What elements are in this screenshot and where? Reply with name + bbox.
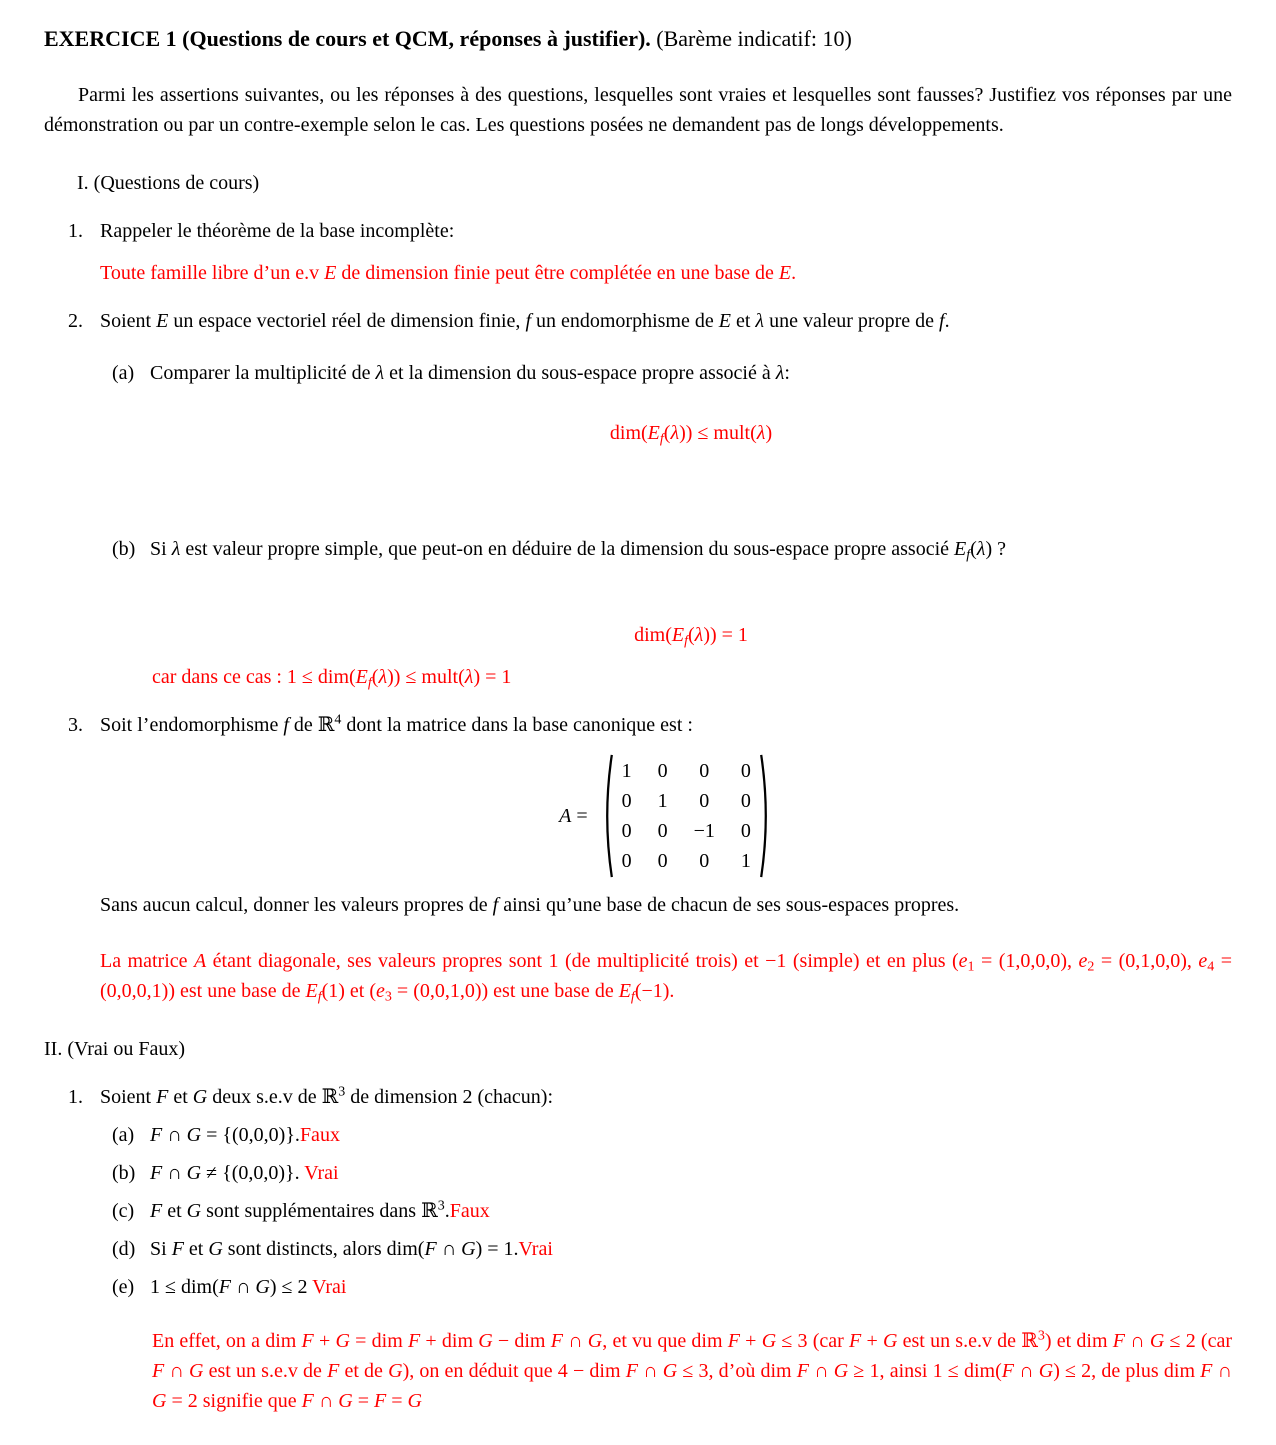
- verdict-badge: Vrai: [312, 1276, 347, 1298]
- tf-item-a: [100, 1120, 1232, 1150]
- matrix-cell: 0: [740, 790, 751, 812]
- matrix-grid: [614, 752, 759, 880]
- section-heading-vrai-ou-faux: II. (Vrai ou Faux): [44, 1038, 185, 1060]
- question-3-text: Soit l’endomorphisme f de ℝ$^4$ dont la matrice dans la base canonique est :: [100, 712, 693, 736]
- matrix-lhs: A =: [559, 805, 588, 827]
- tf-item-b-body: [150, 1158, 1232, 1188]
- matrix-cell: 0: [699, 850, 710, 872]
- tf-statement: F ∩ G = {(0,0,0)}.: [150, 1124, 300, 1146]
- subquestion-2b: [100, 534, 1232, 656]
- tf-item-a-label: (a): [112, 1124, 135, 1146]
- question-1-body: [100, 216, 1232, 288]
- matrix-cell: 0: [657, 850, 668, 872]
- question-1-number: 1.: [68, 220, 83, 242]
- tf-question-1: [44, 1082, 1232, 1416]
- question-2: [44, 306, 1232, 692]
- tf-item-a-body: [150, 1120, 1232, 1150]
- subquestion-2b-text: Si λ est valeur propre simple, que peut-on en déduire de la dimension du sous-espace propre associé $E_f(\lambda)$ ?: [150, 538, 1007, 563]
- matrix-cell: 0: [621, 820, 632, 842]
- subquestion-2a-body: [150, 358, 1232, 512]
- question-2-text: Soient E un espace vectoriel réel de dimension finie, f un endomorphisme de E et λ une valeur propre de f.: [100, 310, 950, 332]
- tf-item-b: [100, 1158, 1232, 1188]
- question-3-followup: Sans aucun calcul, donner les valeurs propres de f ainsi qu’une base de chacun de ses sous-espaces propres.: [100, 894, 960, 916]
- subquestion-2a-text: Comparer la multiplicité de λ et la dimension du sous-espace propre associé à λ:: [150, 362, 790, 384]
- tf-statement: 1 ≤ dim(F ∩ G) ≤ 2: [150, 1276, 313, 1298]
- matrix-cell: 1: [740, 850, 751, 872]
- matrix-cell: 0: [657, 820, 668, 842]
- equation-dim-eq-1: $dim(E_f(\lambda)) = 1$: [634, 624, 748, 649]
- tf-statement: Si F et G sont distincts, alors dim(F ∩ G) = 1.: [150, 1238, 519, 1260]
- tf-statement: F ∩ G ≠ {(0,0,0)}.: [150, 1162, 305, 1184]
- tf-statement: F et G sont supplémentaires dans ℝ$^3$.: [150, 1198, 450, 1222]
- tf-item-e: [100, 1272, 1232, 1302]
- matrix-A: [100, 752, 1232, 880]
- exercise-title-bold: EXERCICE 1 (Questions de cours et QCM, réponses à justifier).: [44, 26, 651, 51]
- exercise-title: [44, 24, 1232, 54]
- tf-item-c: [100, 1196, 1232, 1226]
- answer-1: Toute famille libre d’un e.v E de dimension finie peut être complétée en une base de E.: [100, 262, 797, 284]
- tf-item-d-body: [150, 1234, 1232, 1264]
- equation-dim-leq-mult: $dim(E_f(\lambda))$ ≤ mult(λ): [609, 422, 773, 447]
- matrix-cell: 0: [699, 790, 710, 812]
- section-heading-questions-de-cours: I. (Questions de cours): [77, 172, 260, 194]
- question-2-body: [100, 306, 1232, 692]
- verdict-badge: Faux: [299, 1124, 340, 1146]
- matrix-cell: 0: [740, 760, 751, 782]
- verdict-badge: Faux: [449, 1200, 490, 1222]
- subquestion-2b-label: (b): [112, 538, 136, 560]
- subquestion-2b-body: [150, 534, 1232, 656]
- matrix-cell: 0: [621, 790, 632, 812]
- tf-item-e-body: [150, 1272, 1232, 1302]
- tf-question-1-text: Soient F et G deux s.e.v de ℝ$^3$ de dimension 2 (chacun):: [100, 1084, 553, 1108]
- matrix-cell: 0: [621, 850, 632, 872]
- tf-question-1-number: 1.: [68, 1086, 83, 1108]
- verdict-badge: Vrai: [518, 1238, 553, 1260]
- question-1-text: Rappeler le théorème de la base incomplète:: [100, 220, 455, 242]
- matrix-cell: 0: [699, 760, 710, 782]
- verdict-badge: Vrai: [304, 1162, 339, 1184]
- subquestion-2a: [100, 358, 1232, 512]
- matrix-cell: 0: [740, 820, 751, 842]
- answer-3: La matrice A étant diagonale, ses valeurs propres sont 1 (de multiplicité trois) et −1 (simple) et en plus ($e_1 = (1,0,0,0)$, $e_2 = (0,1,0,0)$, $e_4 = (0,0,0,1)$) est une base de $E_f(1)$ et $(e_3 = (0,0,1,0))$ est une base de $E_f(-1)$.: [100, 950, 1232, 1005]
- question-3: [44, 710, 1232, 1006]
- question-3-number: 3.: [68, 714, 83, 736]
- matrix-right-paren: [759, 752, 773, 880]
- justification-paragraph: En effet, on a dim F + G = dim F + dim G − dim F ∩ G, et vu que dim F + G ≤ 3 (car F + G est un s.e.v de ℝ$^3$) et dim F ∩ G ≤ 2 (car F ∩ G est un s.e.v de F et de G), on en déduit que 4 − dim F ∩ G ≤ 3, d’où dim F ∩ G ≥ 1, ainsi 1 ≤ dim(F ∩ G) ≤ 2, de plus dim F ∩ G = 2 signifie que F ∩ G = F = G: [152, 1328, 1233, 1412]
- question-3-body: [100, 710, 1232, 1006]
- tf-item-c-label: (c): [112, 1200, 135, 1222]
- matrix-cell: 1: [657, 790, 668, 812]
- question-1: [44, 216, 1232, 288]
- tf-item-e-label: (e): [112, 1276, 135, 1298]
- question-2-number: 2.: [68, 310, 83, 332]
- matrix-cell: −1: [693, 820, 715, 842]
- subquestion-2a-label: (a): [112, 362, 135, 384]
- tf-item-c-body: [150, 1196, 1232, 1226]
- tf-item-b-label: (b): [112, 1162, 136, 1184]
- exercise-title-note: (Barème indicatif: 10): [656, 26, 852, 51]
- tf-item-d: [100, 1234, 1232, 1264]
- matrix-left-paren: [600, 752, 614, 880]
- matrix-cell: 1: [621, 760, 632, 782]
- tf-question-1-body: [100, 1082, 1232, 1416]
- note-car-dans-ce-cas: car dans ce cas : $1 \le dim(E_f(\lambda))$ ≤ mult(λ) = 1: [152, 666, 512, 691]
- intro-paragraph: Parmi les assertions suivantes, ou les réponses à des questions, lesquelles sont vraies et lesquelles sont fausses? Justifiez vos réponses par une démonstration ou par un contre-exemple selon le cas. Les questions posées ne demandent pas de longs développements.: [44, 84, 1232, 136]
- tf-item-d-label: (d): [112, 1238, 136, 1260]
- matrix-cell: 0: [657, 760, 668, 782]
